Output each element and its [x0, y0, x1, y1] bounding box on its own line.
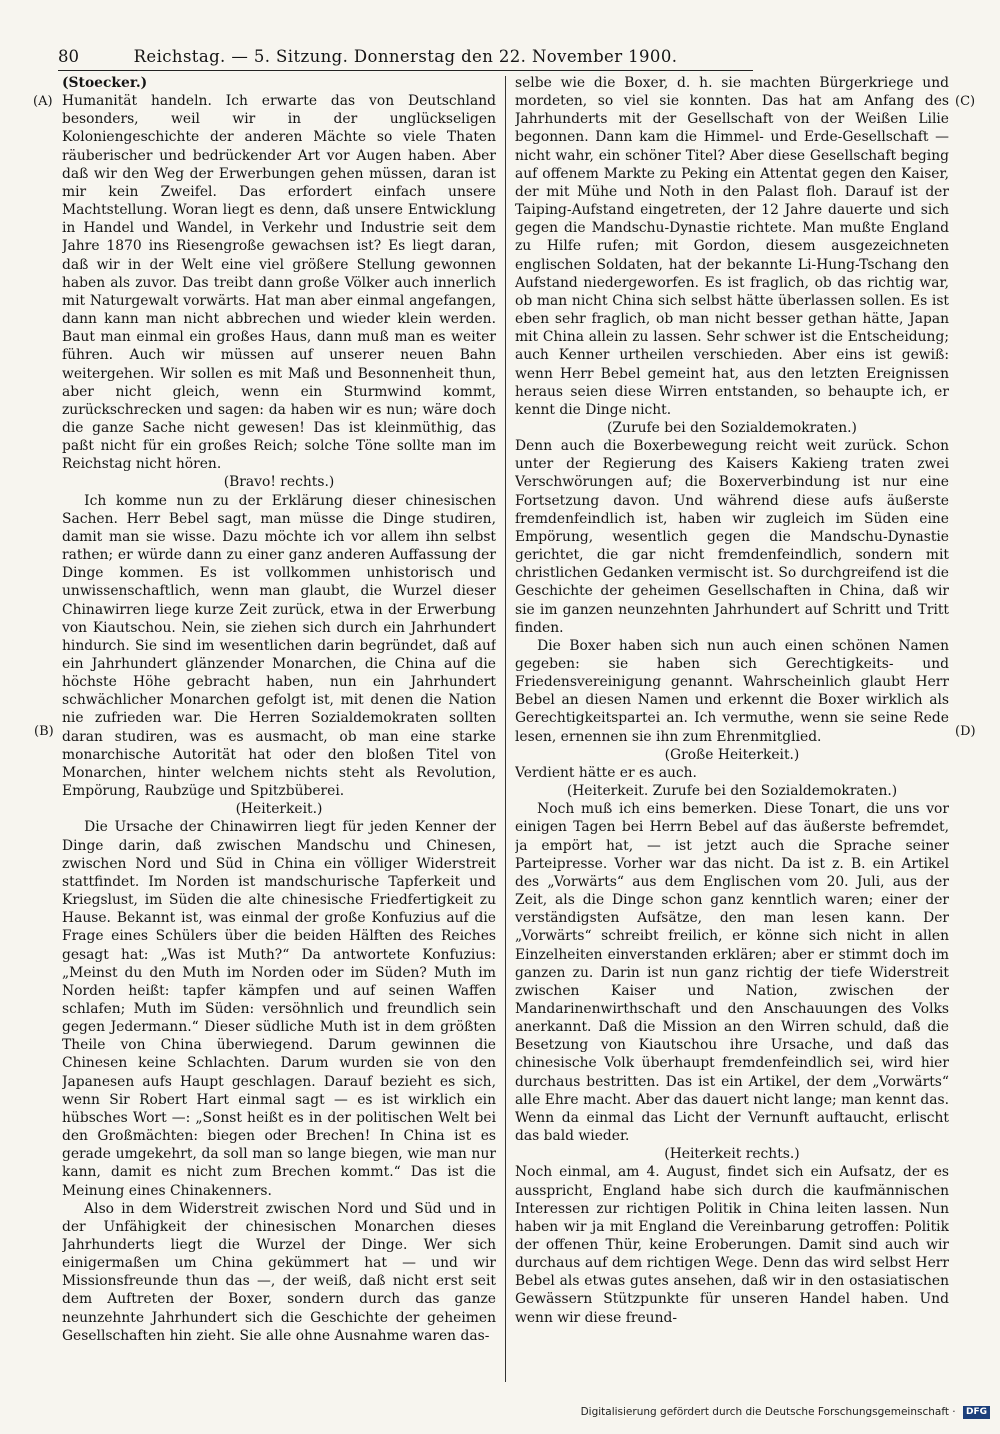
- digitization-credit: [581, 1404, 990, 1420]
- speaker-name: (Stoecker.): [62, 75, 148, 91]
- paragraph: Humanität handeln. Ich erwarte das von Deutschland besonders, weil wir in der unglückseligen Koloniengeschichte der anderen Mächte so viele Thaten räuberischer und bedrückender Art vor Augen haben. Aber daß wir den Weg der Erwerbungen gehen müssen, daran ist mir kein Zweifel. Das erfordert einfach unsere Machtstellung. Woran liegt es denn, daß unsere Entwicklung in Handel und Wandel, in Verkehr und Industrie seit dem Jahre 1870 ins Riesengroße gewachsen ist? Es liegt daran, daß wir in der Welt eine viel größere Stellung gewonnen haben als zuvor. Das treibt dann große Völker auch innerlich mit Naturgewalt vorwärts. Hat man aber einmal angefangen, dann kann man nicht abbrechen und wieder klein werden. Baut man einmal ein großes Haus, dann muß man es weiter führen. Auch wir müssen auf unserer neuen Bahn weitergehen. Wir sollen es mit Maß und Besonnenheit thun, aber nicht gleich, wenn ein Sturmwind kommt, zurückschrecken und sagen: da haben wir es nun; wäre doch die ganze Sache nicht gewesen! Das ist kleinmüthig, das paßt nicht für ein großes Reich; solche Töne sollte man im Reichstag nicht hören.: [62, 93, 496, 473]
- paragraph: Denn auch die Boxerbewegung reicht weit zurück. Schon unter der Regierung des Kaisers Kakieng traten zwei Verschwörungen auf; die Boxerverbindung ist nur eine Fortsetzung davon. Und während diese aufs äußerste fremdenfeindlich ist, haben wir zugleich im Süden eine Empörung, wesentlich gegen die Mandschu-Dynastie gerichtet, die gar nicht fremdenfeindlich, sondern mit christlichen Gedanken vermischt ist. So durchgreifend ist die Geschichte der geheimen Gesellschaften in China, daß wir sie im ganzen neunzehnten Jahrhundert auf Schritt und Tritt finden.: [515, 438, 949, 636]
- paragraph: Also in dem Widerstreit zwischen Nord und Süd und in der Unfähigkeit der chinesischen Monarchen dieses Jahrhunderts liegt die Wurzel der Dinge. Wer sich einigermaßen um China gekümmert hat — und wir Missionsfreunde thun das —, der weiß, daß nicht erst seit dem Auftreten der Boxer, sondern durch das ganze neunzehnte Jahrhundert sich die Geschichte der geheimen Gesellschaften hin zieht. Sie alle ohne Ausnahme waren das-: [62, 1200, 496, 1344]
- paragraph: Ich komme nun zu der Erklärung dieser chinesischen Sachen. Herr Bebel sagt, man müsse die Dinge studiren, damit man sie wisse. Dazu möchte ich vor allem ihn selbst rathen; er würde dann zu einer ganz anderen Auffassung der Dinge kommen. Es ist vollkommen unhistorisch und unwissenschaftlich, wenn man glaubt, die Wurzel dieser Chinawirren liege kurze Zeit zurück, etwa in der Erwerbung von Kiautschou. Nein, sie ziehen sich durch ein Jahrhundert hindurch. Sie sind im wesentlichen darin begründet, daß auf ein Jahrhundert glänzender Monarchen, die China auf die höchste Höhe gebracht haben, nun ein Jahrhundert schwächlicher Monarchen gefolgt ist, mit denen die Nation nie zufrieden war. Die Herren Sozialdemokraten sollten daran studiren, was es ausmacht, ob man eine starke monarchische Autorität hat oder den bloßen Titel von Monarchen, hinter welchem nichts steht als Revolution, Empörung, Raubzüge und Spitzbüberei.: [62, 492, 496, 800]
- column-divider: [505, 76, 506, 1382]
- margin-mark-d: (D): [955, 724, 976, 739]
- paragraph: selbe wie die Boxer, d. h. sie machten Bürgerkriege und mordeten, so viel sie konnten. Das hat am Anfang des Jahrhunderts mit der Gesellschaft von der Weißen Lilie begonnen. Dann kam die Himmel- und Erde-Gesellschaft — nicht wahr, ein schöner Titel? Aber diese Gesellschaft beging auf offenem Markte zu Peking ein Attentat gegen den Kaiser, der mit Mühe und Noth in den Palast floh. Darauf ist der Taiping-Aufstand eingetreten, der 12 Jahre dauerte und sich gegen die Mandschu-Dynastie richtete. Man mußte England zu Hilfe rufen; mit Gordon, diesem ausgezeichneten englischen Soldaten, hat der bekannte Li-Hung-Tschang den Aufstand niedergeworfen. Es ist fraglich, ob das richtig war, ob man nicht China sich selbst hätte überlassen sollen. Es ist eben sehr fraglich, ob man nicht besser gethan hätte, Japan mit China allein zu lassen. Sehr schwer ist die Entscheidung; auch Kenner urtheilen verschieden. Aber eins ist gewiß: wenn Herr Bebel gemeint hat, aus den letzten Ereignissen heraus seien diese Wirren entstanden, so behaupte ich, er kennt die Dinge nicht.: [515, 75, 949, 418]
- dfg-logo: DFG: [963, 1406, 990, 1419]
- paragraph: Die Boxer haben sich nun auch einen schönen Namen gegeben: sie haben sich Gerechtigkeits- und Friedensvereinigung genannt. Wahrscheinlich glaubt Herr Bebel an diesen Namen und erkennt die Boxer wirklich als Gerechtigkeitspartei an. Ich vermuthe, wenn sie seine Rede lesen, ernennen sie ihn zum Ehrenmitglied.: [515, 637, 949, 745]
- page-number: 80: [58, 47, 79, 66]
- interjection: (Bravo! rechts.): [223, 474, 335, 491]
- interjection: (Zurufe bei den Sozialdemokraten.): [607, 419, 857, 436]
- page-running-title: Reichstag. — 5. Sitzung. Donnerstag den 22. November 1900.: [133, 47, 678, 66]
- interjection: (Große Heiterkeit.): [664, 746, 800, 763]
- page-header: [58, 44, 753, 71]
- paragraph: Noch einmal, am 4. August, findet sich ein Aufsatz, der es ausspricht, England habe sich durch die kaufmännischen Interessen zur richtigen Politik in China leiten lassen. Nun haben wir ja mit England die Vereinbarung getroffen: Politik der offenen Thür, keine Eroberungen. Damit sind auch wir durchaus auf dem richtigen Wege. Denn das wird selbst Herr Bebel als etwas gutes ansehen, daß wir in den ostasiatischen Gewässern Stützpunkte für unseren Handel haben. Und wenn wir diese freund-: [515, 1164, 949, 1326]
- margin-mark-b: (B): [34, 724, 54, 739]
- right-column: [515, 74, 949, 1378]
- left-column: [62, 74, 496, 1378]
- margin-mark-c: (C): [955, 94, 976, 109]
- interjection: (Heiterkeit rechts.): [664, 1146, 800, 1163]
- margin-mark-a: (A): [33, 94, 53, 109]
- interjection: (Heiterkeit. Zurufe bei den Sozialdemokraten.): [566, 783, 898, 800]
- paragraph: Noch muß ich eins bemerken. Diese Tonart, die uns vor einigen Tagen bei Herrn Bebel auf das äußerste befremdet, ja empört hat, — ist jetzt auch die Sprache seiner Parteipresse. Vorher war das nicht. Da ist z. B. ein Artikel des „Vorwärts“ aus dem Englischen vom 20. Juli, aus der Zeit, als die Dinge schon ganz kenntlich waren; einer der verständigsten Aufsätze, den man lesen kann. Der „Vorwärts“ schreibt freilich, er könne sich nicht in allen Einzelheiten einverstanden erklären; aber er stimmt doch im ganzen zu. Darin ist nun ganz richtig der tiefe Widerstreit zwischen Kaiser und Nation, zwischen der Mandarinenwirthschaft und den Anschauungen des Volks anerkannt. Daß die Mission an den Wirren schuld, daß die Besetzung von Kiautschou ihre Ursache, und daß das chinesische Volk überhaupt fremdenfeindlich sei, wird hier durchaus bestritten. Das ist ein Artikel, der dem „Vorwärts“ alle Ehre macht. Aber das dauert nicht lange; man kennt das. Wenn da einmal das Licht der Vernunft auftaucht, erlischt das bald wieder.: [515, 801, 949, 1145]
- interjection: (Heiterkeit.): [235, 801, 323, 818]
- paragraph: Die Ursache der Chinawirren liegt für jeden Kenner der Dinge darin, daß zwischen Mandschu und Chinesen, zwischen Nord und Süd in China ein völliger Widerstreit stattfindet. Im Norden ist mandschurische Tapferkeit und Kriegslust, im Süden die alte chinesische Friedfertigkeit zu Hause. Bekannt ist, was einmal der große Konfuzius auf die Frage eines Schülers über die beiden Hälften des Reiches gesagt hat: „Was ist Muth?“ Da antwortete Konfuzius: „Meinst du den Muth im Norden oder im Süden? Muth im Norden heißt: tapfer kämpfen und auf seinen Waffen schlafen; Muth im Süden: versöhnlich und freundlich sein gegen Jedermann.“ Dieser südliche Muth ist in dem größten Theile von China überwiegend. Darum gewinnen die Chinesen keine Schlachten. Darum wurden sie von den Japanesen aufs Haupt geschlagen. Darauf bezieht es sich, wenn Sir Robert Hart einmal sagt — es ist wirklich ein hübsches Wort —: „Sonst heißt es in der politischen Welt bei den Großmächten: biegen oder Brechen! In China ist es gerade umgekehrt, da soll man so lange biegen, wie man nur kann, damit es nicht zum Brechen kommt.“ Das ist die Meinung eines Chinakenners.: [62, 819, 496, 1199]
- credit-text: Digitalisierung gefördert durch die Deutsche Forschungsgemeinschaft ·: [580, 1406, 956, 1418]
- paragraph: Verdient hätte er es auch.: [515, 764, 697, 781]
